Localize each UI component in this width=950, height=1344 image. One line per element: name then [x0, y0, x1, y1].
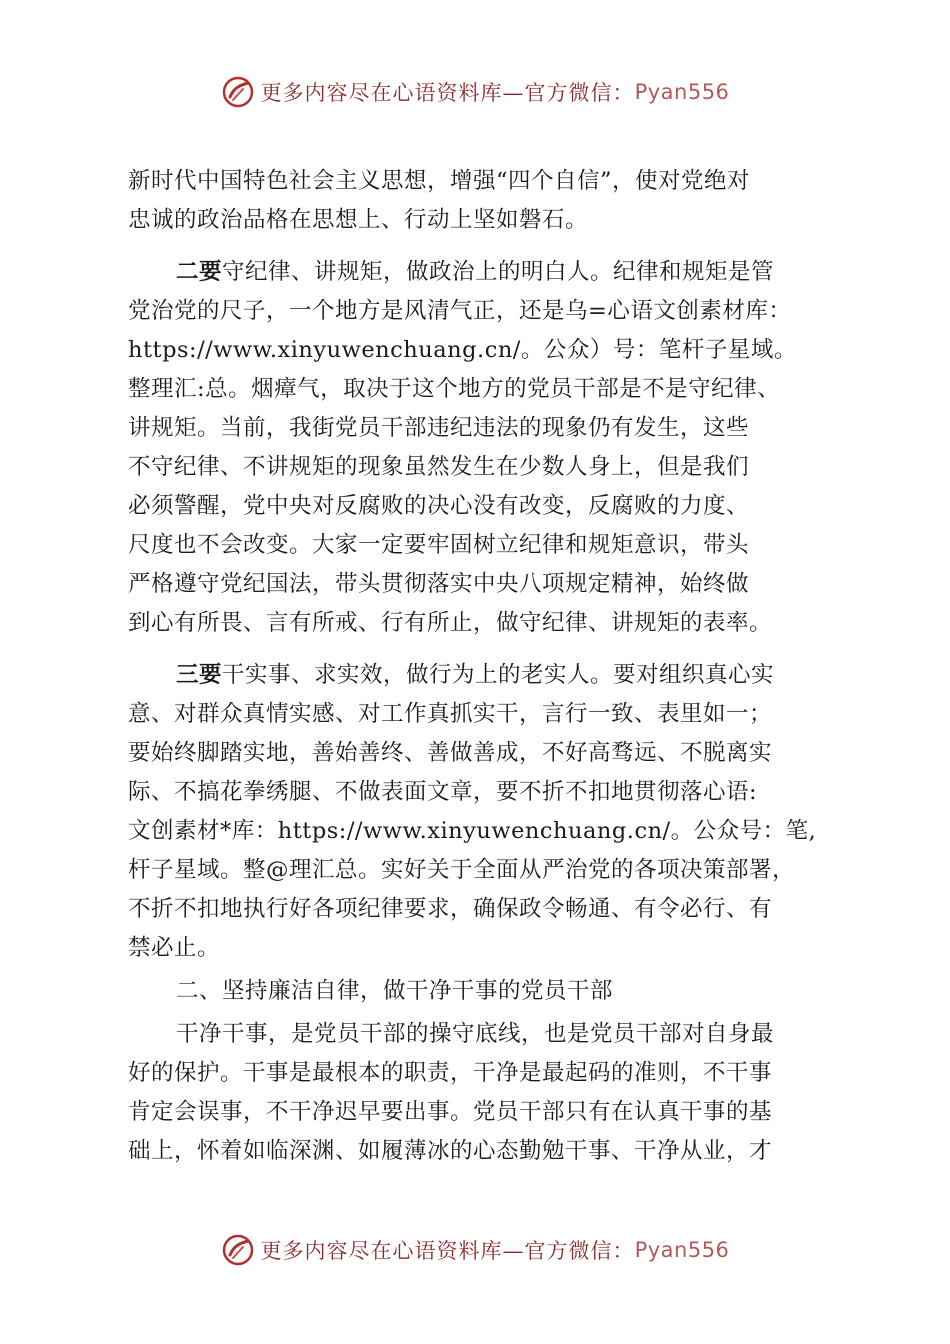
- paragraph-line: 到心有所畏、言有所戒、行有所止，做守纪律、讲规矩的表率。: [128, 610, 773, 636]
- paragraph-line: 础上，怀着如临深渊、如履薄冰的心态勤勉干事、干净从业，才: [128, 1138, 773, 1164]
- paragraph-line: 要始终脚踏实地，善始善终、善做善成，不好高骛远、不脱离实: [128, 740, 773, 766]
- paragraph-text: 守纪律、讲规矩，做政治上的明白人。纪律和规矩是管: [222, 259, 775, 285]
- paragraph-line: 不折不扣地执行好各项纪律要求，确保政令畅通、有令必行、有: [128, 896, 773, 922]
- watermark-banner-top: [0, 70, 950, 114]
- paragraph-line: 必须警醒，党中央对反腐败的决心没有改变，反腐败的力度、: [128, 493, 750, 519]
- paragraph-line: 尺度也不会改变。大家一定要牢固树立纪律和规矩意识，带头: [128, 532, 750, 558]
- paragraph-line: 不守纪律、不讲规矩的现象虽然发生在少数人身上，但是我们: [128, 454, 750, 480]
- paragraph-line: 讲规矩。当前，我街党员干部违纪违法的现象仍有发生，这些: [128, 415, 750, 441]
- banner-text: 更多内容尽在心语资料库—官方微信：: [260, 1239, 635, 1263]
- paragraph-line: 整理汇:总。烟瘴气，取决于这个地方的党员干部是不是守纪律、: [128, 376, 781, 402]
- paragraph-first-line: 干净干事，是党员干部的操守底线，也是党员干部对自身最: [176, 1021, 775, 1047]
- paragraph-line: 忠诚的政治品格在思想上、行动上坚如磐石。: [128, 207, 589, 233]
- paragraph-line: 严格遵守党纪国法，带头贯彻落实中央八项规定精神，始终做: [128, 571, 750, 597]
- paragraph-text: 干实事、求实效，做行为上的老实人。要对组织真心实: [222, 662, 775, 688]
- paragraph-line: 肯定会误事，不干净迟早要出事。党员干部只有在认真干事的基: [128, 1099, 773, 1125]
- lead-word: 三要: [176, 662, 223, 688]
- paragraph-line: 文创素材*库：https://www.xinyuwenchuang.cn/。公众号：笔,: [128, 818, 817, 844]
- logo-icon: [221, 1233, 255, 1267]
- paragraph-line: 意、对群众真情实感、对工作真抓实干，言行一致、表里如一；: [128, 701, 773, 727]
- paragraph-line: 好的保护。干事是最根本的职责，干净是最起码的准则，不干事: [128, 1060, 773, 1086]
- paragraph-line: 际、不搞花拳绣腿、不做表面文章，要不折不扣地贯彻落心语:: [128, 779, 758, 805]
- logo-icon: [221, 75, 255, 109]
- section-heading: 二、坚持廉洁自律，做干净干事的党员干部: [176, 978, 614, 1004]
- paragraph-line: 杆子星域。整@理汇总。实好关于全面从严治党的各项决策部署，: [128, 857, 796, 883]
- paragraph-line: 党治党的尺子，一个地方是风清气正，还是乌=心语文创素材库：: [128, 298, 792, 324]
- watermark-banner-bottom: [0, 1228, 950, 1272]
- banner-wechat-id: Pyan556: [634, 80, 730, 104]
- paragraph-line: 禁必止。: [128, 935, 221, 961]
- paragraph-line: 新时代中国特色社会主义思想，增强“四个自信”，使对党绝对: [128, 168, 751, 194]
- banner-wechat-id: Pyan556: [634, 1238, 730, 1262]
- paragraph-first-line: [128, 660, 774, 690]
- banner-text: 更多内容尽在心语资料库—官方微信：: [260, 81, 635, 105]
- paragraph-line: https://www.xinyuwenchuang.cn/。公众）号：笔杆子星域。: [128, 337, 797, 363]
- paragraph-first-line: [128, 257, 774, 287]
- lead-word: 二要: [176, 259, 223, 285]
